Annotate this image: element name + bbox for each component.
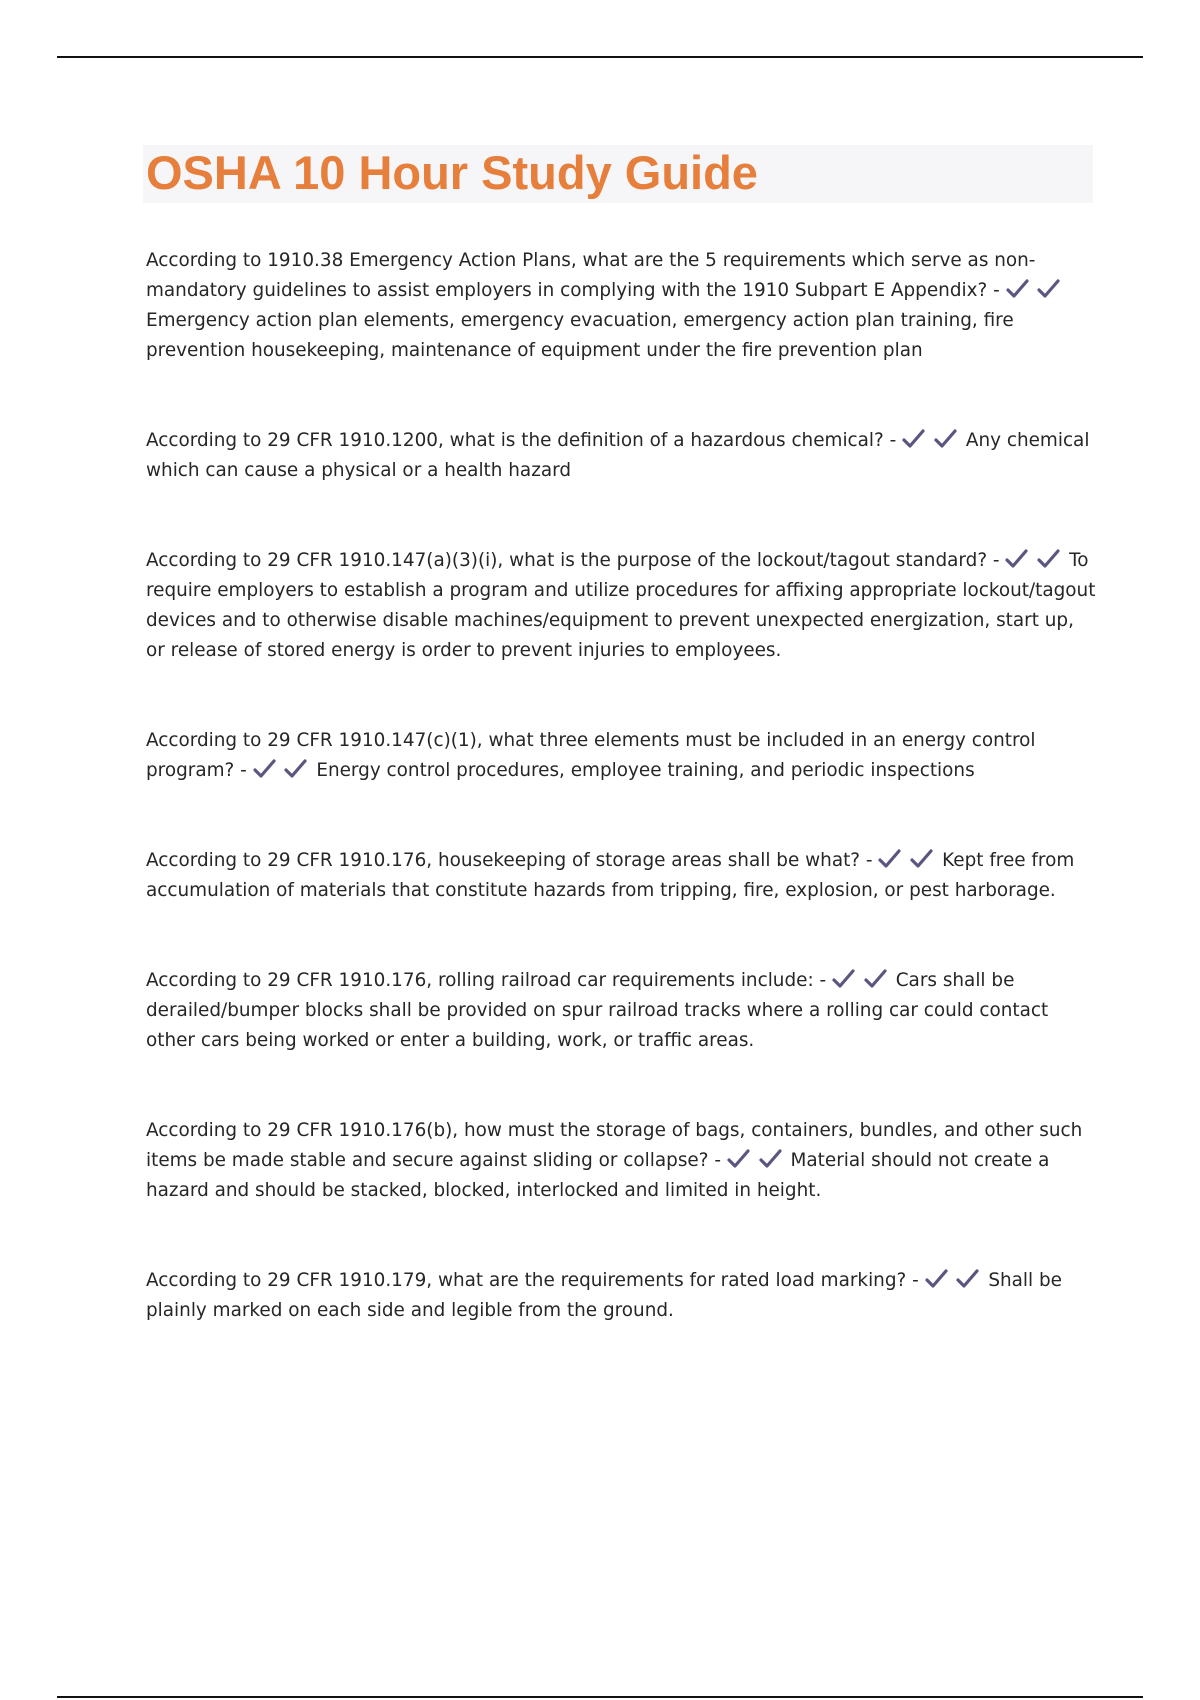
check-icon <box>910 849 936 869</box>
check-icon <box>832 969 858 989</box>
qa-item <box>146 426 1096 486</box>
qa-list <box>146 246 1096 1326</box>
check-icon <box>1037 279 1063 299</box>
answer-text: Any chemical which can cause a physical or a health hazard <box>146 430 1090 481</box>
answer-text: Material should not create a hazard and should be stacked, blocked, interlocked and limited in height. <box>146 1150 1050 1201</box>
qa-item <box>146 546 1096 666</box>
answer-text: Shall be plainly marked on each side and legible from the ground. <box>146 1270 1062 1321</box>
footer-rule <box>57 1696 1143 1698</box>
question-text: According to 29 CFR 1910.147(c)(1), what three elements must be included in an energy control program? - <box>146 730 1036 781</box>
question-text: According to 29 CFR 1910.176, rolling railroad car requirements include: - <box>146 970 827 991</box>
question-text: According to 29 CFR 1910.179, what are the requirements for rated load marking? - <box>146 1270 919 1291</box>
check-icon <box>864 969 890 989</box>
answer-text: To require employers to establish a program and utilize procedures for affixing appropriate lockout/tagout devices and to otherwise disable machines/equipment to prevent unexpected energization, start up, or release of stored energy is order to prevent injuries to employees. <box>146 550 1096 661</box>
qa-item <box>146 246 1096 366</box>
qa-item <box>146 846 1096 906</box>
check-icon <box>925 1269 951 1289</box>
check-icon <box>253 759 279 779</box>
answer-text: Kept free from accumulation of materials that constitute hazards from tripping, fire, explosion, or pest harborage. <box>146 850 1075 901</box>
check-icon <box>1037 549 1063 569</box>
check-icon <box>902 429 928 449</box>
answer-text: Cars shall be derailed/bumper blocks shall be provided on spur railroad tracks where a rolling car could contact other cars being worked or enter a building, work, or traffic areas. <box>146 970 1049 1051</box>
check-icon <box>759 1149 785 1169</box>
check-icon <box>934 429 960 449</box>
qa-item <box>146 966 1096 1056</box>
check-icon <box>1006 279 1032 299</box>
question-text: According to 29 CFR 1910.147(a)(3)(i), what is the purpose of the lockout/tagout standard? - <box>146 550 1000 571</box>
check-icon <box>284 759 310 779</box>
question-text: According to 29 CFR 1910.176, housekeeping of storage areas shall be what? - <box>146 850 873 871</box>
page-title: OSHA 10 Hour Study Guide <box>146 146 758 199</box>
check-icon <box>1005 549 1031 569</box>
question-text: According to 29 CFR 1910.176(b), how must the storage of bags, containers, bundles, and other such items be made stable and secure against sliding or collapse? - <box>146 1120 1083 1171</box>
qa-item <box>146 1266 1096 1326</box>
qa-item <box>146 1116 1096 1206</box>
question-text: According to 1910.38 Emergency Action Plans, what are the 5 requirements which serve as non-mandatory guidelines to assist employers in complying with the 1910 Subpart E Appendix? - <box>146 250 1036 301</box>
check-icon <box>727 1149 753 1169</box>
qa-item <box>146 726 1096 786</box>
answer-text: Energy control procedures, employee training, and periodic inspections <box>316 760 975 781</box>
check-icon <box>956 1269 982 1289</box>
header-rule <box>57 56 1143 58</box>
check-icon <box>878 849 904 869</box>
answer-text: Emergency action plan elements, emergency evacuation, emergency action plan training, fire prevention housekeeping, maintenance of equipment under the fire prevention plan <box>146 310 1014 361</box>
question-text: According to 29 CFR 1910.1200, what is the definition of a hazardous chemical? - <box>146 430 897 451</box>
